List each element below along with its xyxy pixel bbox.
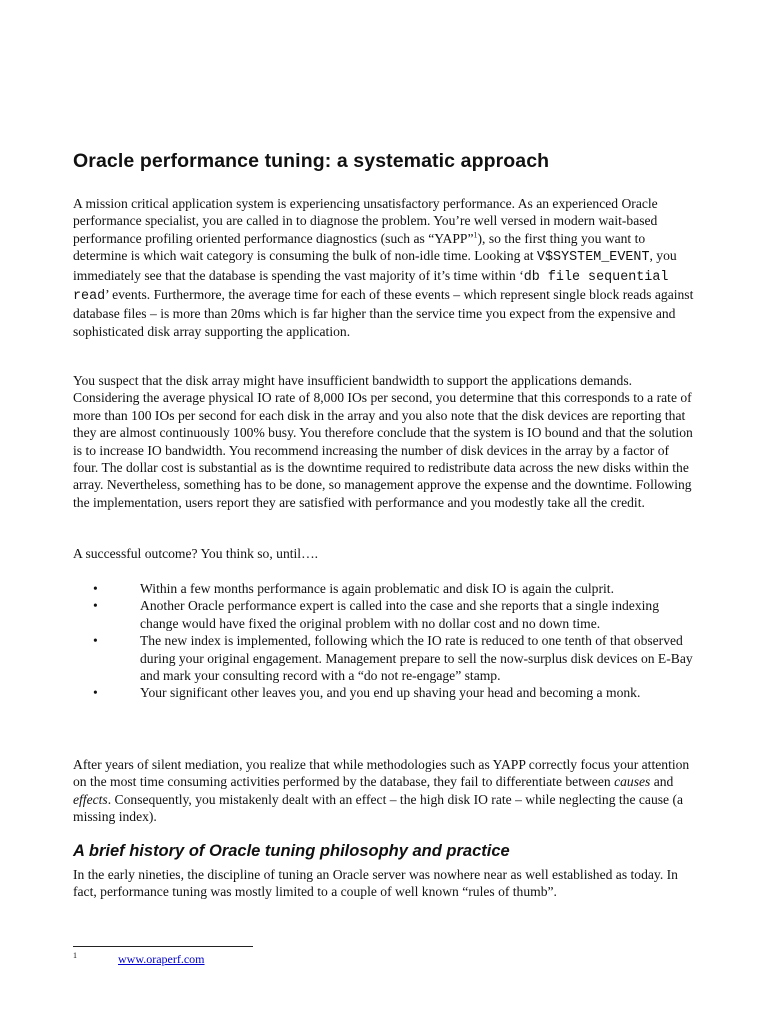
outcome-paragraph: A successful outcome? You think so, until…. bbox=[73, 546, 319, 561]
realization-text-1: After years of silent mediation, you realize that while methodologies such as YAPP correctly focus your attention on the most time consuming activities performed by the database, they fail to differentiate between bbox=[73, 757, 690, 790]
intro-text-2: ), so the first thing you want to determine is which wait category is consuming the bulk of non-idle time. Looking at bbox=[73, 230, 646, 264]
intro-text-4: ’ events. Furthermore, the average time for each of these events – which represent single block reads against database files – is more than 20ms which is far higher than the service time you expect from the expensive and sophisticated disk array supporting the application. bbox=[73, 287, 694, 339]
intro-text-1: A mission critical application system is experiencing unsatisfactory performance. As an experienced Oracle performance specialist, you are called in to diagnose the problem. You’re well versed in modern wait-based performance profiling oriented performance diagnostics (such as “YAPP” bbox=[73, 196, 658, 246]
bullet-icon: • bbox=[93, 685, 98, 701]
diagnosis-paragraph: You suspect that the disk array might have insufficient bandwidth to support the applications demands. Considering the average physical IO rate of 8,000 IOs per second, you determine that this corresponds to a rate of more than 100 IOs per second for each disk in the array and you also note that the disk devices are reporting that they are almost continuously 100% busy. You therefore conclude that the system is IO bound and that the solution is to increase IO bandwidth. You recommend increasing the number of disk devices in the array by a factor of four. The dollar cost is substantial as is the downtime required to redistribute data across the new disks within the array. Nevertheless, something has to be done, so management approve the expense and the downtime. Following the implementation, users report they are satisfied with performance and you modestly take all the credit. bbox=[73, 373, 693, 510]
list-item-text: The new index is implemented, following which the IO rate is reduced to one tenth of that observed during your original engagement. Management prepare to sell the now-surplus disk devices on E-Bay and mark your consulting record with a “do not re-engage” stamp. bbox=[140, 633, 693, 684]
page-title: Oracle performance tuning: a systematic approach bbox=[73, 150, 550, 172]
code-db-file-sequential-read: db file sequential read bbox=[73, 269, 669, 305]
list-item bbox=[73, 597, 697, 632]
footnote bbox=[73, 952, 473, 967]
list-item-text: Your significant other leaves you, and you end up shaving your head and becoming a monk. bbox=[140, 685, 641, 701]
section-heading: A brief history of Oracle tuning philosophy and practice bbox=[73, 842, 510, 860]
history-paragraph: In the early nineties, the discipline of tuning an Oracle server was nowhere near as well established as today. In fact, performance tuning was mostly limited to a couple of well known “rules of thumb”. bbox=[73, 867, 678, 900]
list-item bbox=[73, 632, 697, 684]
realization-paragraph bbox=[73, 756, 695, 826]
list-item-text: Within a few months performance is again problematic and disk IO is again the culprit. bbox=[140, 581, 614, 596]
bullet-icon: • bbox=[93, 598, 98, 614]
intro-text-3: , you immediately see that the database is spending the vast majority of it’s time within ‘ bbox=[73, 248, 677, 283]
footnote-divider bbox=[73, 946, 253, 947]
emphasis-effects: effects bbox=[73, 791, 108, 807]
realization-text-3: . Consequently, you mistakenly dealt with an effect – the high disk IO rate – while neglecting the cause (a missing index). bbox=[73, 791, 684, 825]
code-system-event: V$SYSTEM_EVENT bbox=[536, 250, 650, 266]
realization-text-2: and bbox=[650, 774, 674, 790]
consequence-list bbox=[73, 580, 697, 702]
footnote-number: 1 bbox=[73, 951, 77, 960]
list-item bbox=[73, 580, 697, 597]
bullet-icon: • bbox=[93, 581, 98, 596]
footnote-link[interactable]: www.oraperf.com bbox=[118, 952, 205, 966]
list-item-text: Another Oracle performance expert is called into the case and she reports that a single indexing change would have fixed the original problem with no dollar cost and no down time. bbox=[140, 598, 660, 631]
footnote-reference[interactable]: 1 bbox=[473, 230, 478, 240]
bullet-icon: • bbox=[93, 633, 98, 649]
list-item bbox=[73, 684, 697, 701]
intro-paragraph bbox=[73, 195, 695, 340]
emphasis-causes: causes bbox=[614, 774, 651, 790]
